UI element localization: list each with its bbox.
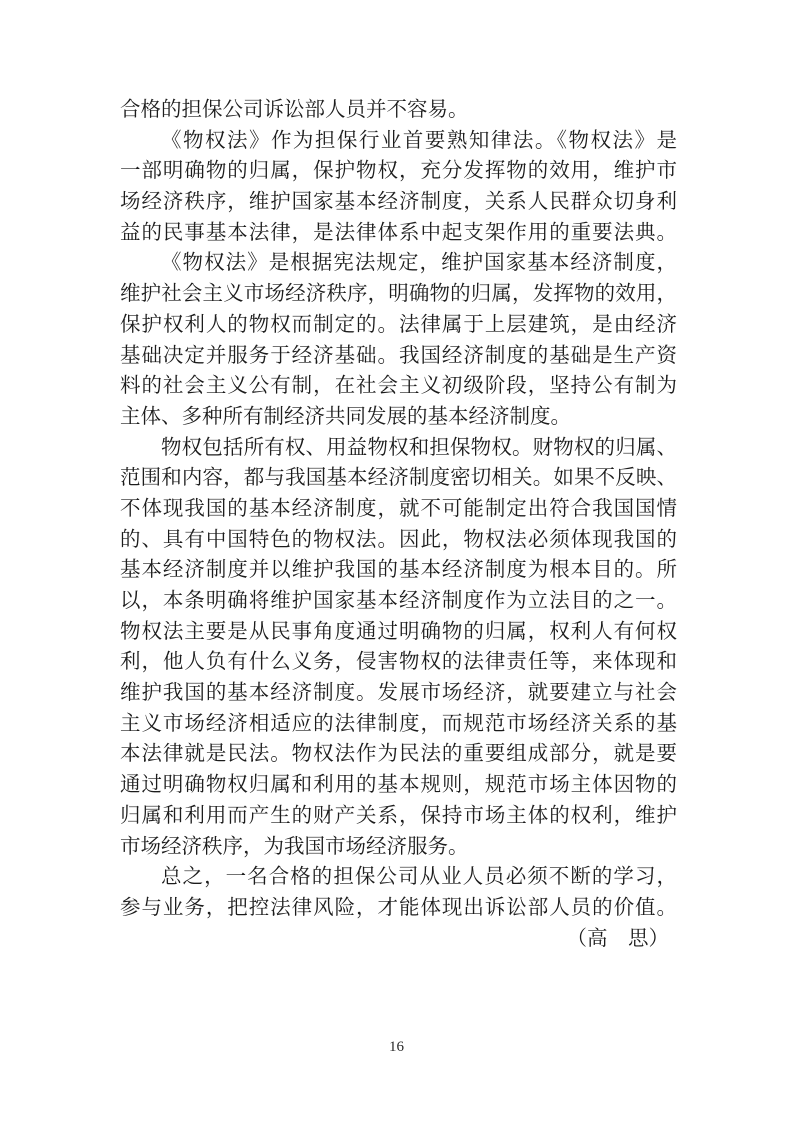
text-line: 以，本条明确将维护国家基本经济制度作为立法目的之一。: [120, 590, 677, 612]
text-line: 的、具有中国特色的物权法。因此，物权法必须体现我国的: [120, 528, 677, 551]
text-line: 总之，一名合格的担保公司从业人员必须不断的学习，: [161, 866, 677, 889]
document-body: [120, 95, 677, 954]
text-line: 主义市场经济相适应的法律制度，而规范市场经济关系的基: [120, 712, 677, 735]
text-line: 维护我国的基本经济制度。发展市场经济，就要建立与社会: [120, 682, 677, 705]
paragraph: [120, 95, 677, 126]
text-line: 一部明确物的归属，保护物权，充分发挥物的效用，维护市: [120, 160, 677, 183]
text-line: 归属和利用而产生的财产关系，保持市场主体的权利，维护: [120, 804, 677, 827]
text-line: 不体现我国的基本经济制度，就不可能制定出符合我国国情: [120, 497, 677, 520]
paragraph: [120, 433, 677, 863]
text-line: 基础决定并服务于经济基础。我国经济制度的基础是生产资: [120, 344, 677, 367]
page-number: 16: [389, 1039, 404, 1055]
paragraph: [120, 862, 677, 923]
paragraph: [120, 126, 677, 249]
text-line: 场经济秩序，维护国家基本经济制度，关系人民群众切身利: [120, 191, 677, 214]
text-line: 物权包括所有权、用益物权和担保物权。财物权的归属、: [161, 436, 677, 459]
signature: （高 思）: [566, 927, 669, 950]
text-line: 本法律就是民法。物权法作为民法的重要组成部分，就是要: [120, 743, 677, 766]
paragraph: [120, 248, 677, 432]
text-line: 合格的担保公司诉讼部人员并不容易。: [120, 99, 469, 121]
text-line: 通过明确物权归属和利用的基本规则，规范市场主体因物的: [120, 774, 677, 797]
text-line: 物权法主要是从民事角度通过明确物的归属，权利人有何权: [120, 620, 677, 643]
text-line: 利，他人负有什么义务，侵害物权的法律责任等，来体现和: [120, 651, 677, 674]
text-line: 《物权法》是根据宪法规定，维护国家基本经济制度，: [161, 252, 677, 275]
text-line: 《物权法》作为担保行业首要熟知律法。《物权法》是: [161, 129, 677, 152]
paragraphs-container: [120, 95, 677, 924]
text-line: 基本经济制度并以维护我国的基本经济制度为根本目的。所: [120, 559, 677, 582]
text-line: 维护社会主义市场经济秩序，明确物的归属，发挥物的效用，: [120, 283, 677, 306]
text-line: 市场经济秩序，为我国市场经济服务。: [120, 835, 469, 858]
text-line: 范围和内容，都与我国基本经济制度密切相关。如果不反映、: [120, 467, 677, 490]
text-line: 料的社会主义公有制，在社会主义初级阶段，坚持公有制为: [120, 375, 677, 398]
text-line: 保护权利人的物权而制定的。法律属于上层建筑，是由经济: [120, 313, 677, 336]
text-line: 主体、多种所有制经济共同发展的基本经济制度。: [120, 405, 571, 428]
text-line: 益的民事基本法律，是法律体系中起支架作用的重要法典。: [120, 221, 677, 244]
text-line: 参与业务，把控法律风险，才能体现出诉讼部人员的价值。: [120, 896, 677, 919]
